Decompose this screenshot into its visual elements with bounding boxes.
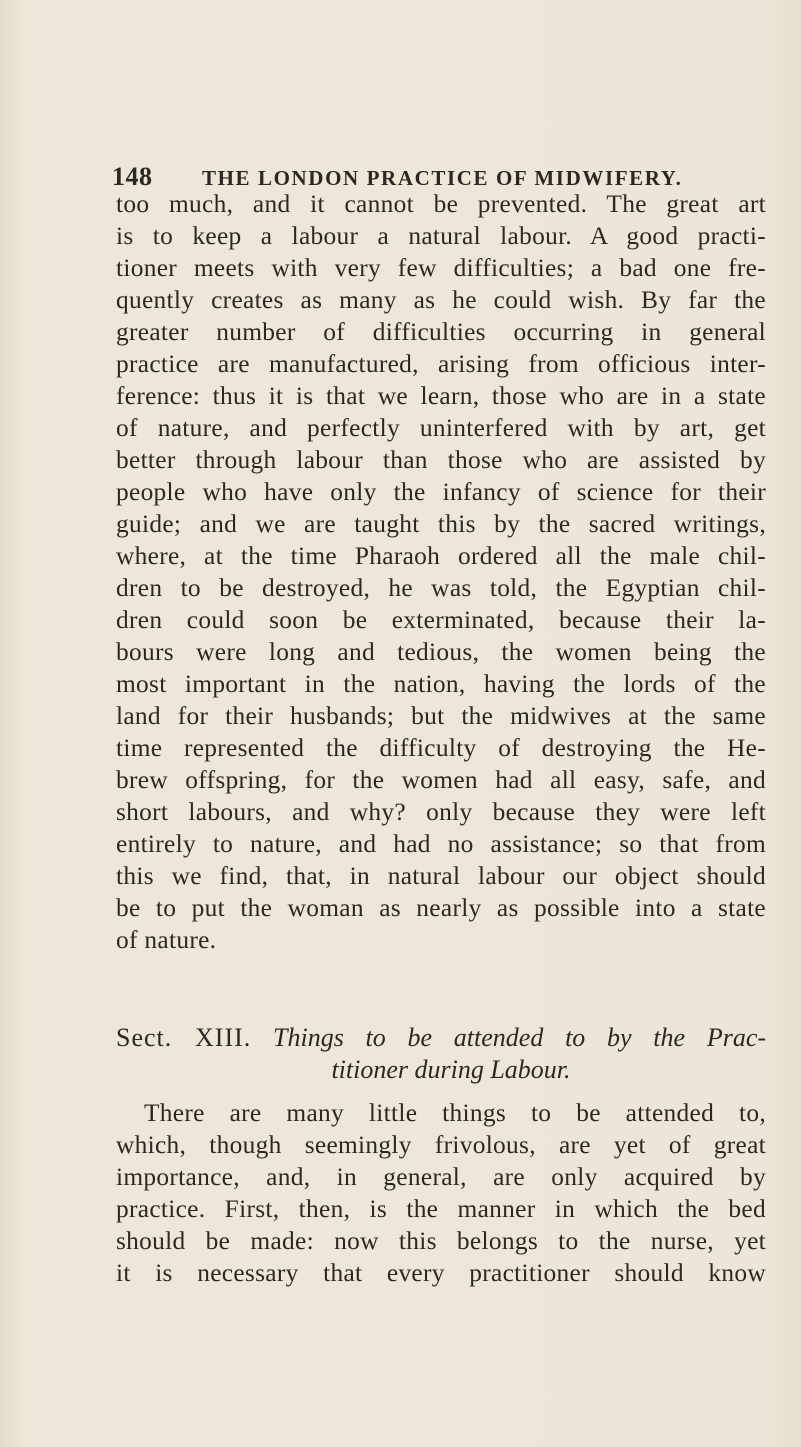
text-line: short labours, and why? only because they were left — [116, 798, 766, 826]
text-line: practice are manufactured, arising from officious inter- — [116, 350, 766, 378]
text-line: importance, and, in general, are only acquired by — [116, 1163, 766, 1191]
section-title-part-2: titioner during Labour. — [331, 1055, 571, 1084]
text-line: it is necessary that every practitioner should know — [116, 1259, 766, 1287]
text-line: quently creates as many as he could wish. By far the — [116, 286, 766, 314]
paragraph-1 — [116, 188, 766, 956]
text-line: bours were long and tedious, the women being the — [116, 638, 766, 666]
text-line: brew offspring, for the women had all easy, safe, and — [116, 766, 766, 794]
running-title: THE LONDON PRACTICE OF MIDWIFERY. — [202, 166, 683, 190]
text-line: dren to be destroyed, he was told, the Egyptian chil- — [116, 574, 766, 602]
text-line: time represented the difficulty of destroying the He- — [116, 734, 766, 762]
text-line: entirely to nature, and had no assistance; so that from — [116, 830, 766, 858]
text-line: guide; and we are taught this by the sacred writings, — [116, 510, 766, 538]
text-line: people who have only the infancy of science for their — [116, 478, 766, 506]
text-line: of nature, and perfectly uninterfered with by art, get — [116, 414, 766, 442]
text-line: land for their husbands; but the midwives at the same — [116, 702, 766, 730]
text-line: There are many little things to be attended to, — [144, 1099, 766, 1127]
text-line: of nature. — [116, 926, 217, 954]
text-line: this we find, that, in natural labour our object should — [116, 862, 766, 890]
text-line: practice. First, then, is the manner in which the bed — [116, 1195, 766, 1223]
section-heading-line-1 — [116, 1022, 766, 1054]
text-line: ference: thus it is that we learn, those who are in a state — [116, 382, 766, 410]
text-line: most important in the nation, having the lords of the — [116, 670, 766, 698]
section-label: Sect. XIII. — [116, 1023, 252, 1052]
section-title-part-1: Things to be attended to by the Prac- — [273, 1023, 767, 1052]
text-line: tioner meets with very few difficulties; a bad one fre- — [116, 254, 766, 282]
paragraph-2 — [116, 1097, 766, 1289]
text-line: too much, and it cannot be prevented. The great art — [116, 190, 766, 218]
text-line: is to keep a labour a natural labour. A good practi- — [116, 222, 766, 250]
text-line: should be made: now this belongs to the nurse, yet — [116, 1227, 766, 1255]
text-line: be to put the woman as nearly as possible into a state — [116, 894, 766, 922]
text-line: greater number of difficulties occurring in general — [116, 318, 766, 346]
section-heading — [116, 1022, 766, 1086]
text-line: which, though seemingly frivolous, are yet of great — [116, 1131, 766, 1159]
page-number: 148 — [112, 162, 153, 191]
text-line: where, at the time Pharaoh ordered all the male chil- — [116, 542, 766, 570]
text-line: dren could soon be exterminated, because their la- — [116, 606, 766, 634]
text-line: better through labour than those who are assisted by — [116, 446, 766, 474]
